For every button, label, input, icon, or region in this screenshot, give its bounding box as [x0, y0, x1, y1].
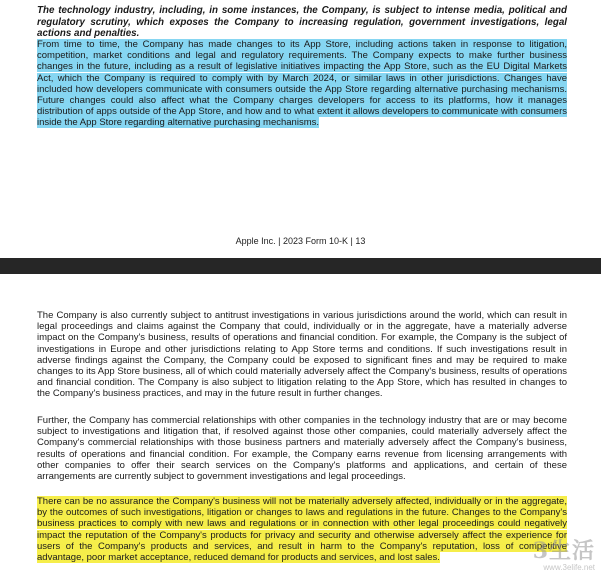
- blue-highlight: From time to time, the Company has made changes to its App Store, including actions taken in response to litigation, competition, market conditions and legal and regulatory requirements. The Company expects to make further business changes in the future, including as a result of legislative initiatives impacting the App Store, such as the EU Digital Markets Act, which the Company is required to comply with by March 2024, or similar laws in other jurisdictions. Changes have included how developers communicate with consumers outside the App Store regarding alternative purchasing mechanisms. Future changes could also affect what the Company charges developers for access to its platforms, how it manages distribution of apps outside of the App Store, and how and to what extent it allows developers to communicate with consumers inside the App Store regarding alternative purchasing mechanisms.: [37, 39, 567, 129]
- highlighted-paragraph-blue: [37, 39, 567, 129]
- yellow-highlight: There can be no assurance the Company's business will not be materially adversely affected, individually or in the aggregate, by the outcomes of such investigations, litigation or changes to laws and regulations in the future. Changes to the Company's business practices to comply with new laws and regulations or in connection with other legal proceedings could negatively impact the reputation of the Company's products for privacy and security and otherwise adversely affect the experience for users of the Company's products and services, and result in harm to the Company's reputation, loss of competitive advantage, poor market acceptance, reduced demand for products and services, and lost sales.: [37, 496, 567, 564]
- paragraph-antitrust: The Company is also currently subject to antitrust investigations in various jurisdictions around the world, which can result in legal proceedings and claims against the Company that could, individually or in the aggregate, have a materially adverse impact on the Company's business, results of operations and financial condition. For example, the Company is the subject of investigations in Europe and other jurisdictions relating to App Store terms and conditions. If such investigations result in adverse findings against the Company, the Company could be exposed to significant fines and may be required to make changes to its App Store business, all of which could materially adversely affect the Company's business, results of operations and financial condition. The Company is also subject to litigation relating to the App Store, which has resulted in changes to the Company's business practices, and may in the future result in further changes.: [37, 310, 567, 400]
- highlighted-paragraph-yellow: [37, 496, 567, 563]
- document-page-top: [0, 0, 601, 258]
- watermark-logo: 3生活: [532, 538, 595, 564]
- watermark-url: www.3elife.net: [543, 563, 595, 572]
- document-page-bottom: [0, 274, 601, 576]
- page-footer: Apple Inc. | 2023 Form 10-K | 13: [235, 236, 366, 246]
- watermark: [533, 540, 595, 572]
- section-heading: The technology industry, including, in some instances, the Company, is subject to intense media, political and regulatory scrutiny, which exposes the Company to increasing regulation, government investigations, legal actions and penalties.: [37, 5, 567, 40]
- page-divider: [0, 258, 601, 274]
- paragraph-commercial-relationships: Further, the Company has commercial relationships with other companies in the technology industry that are or may become subject to investigations and litigation that, if resolved against those other companies, could materially adversely affect the Company's commercial relationships with those business partners and materially adversely affect the Company's business, results of operations and financial condition. For example, the Company earns revenue from licensing arrangements with other companies to offer their search services on the Company's platforms and applications, and certain of these arrangements are currently subject to government investigations and legal proceedings.: [37, 415, 567, 483]
